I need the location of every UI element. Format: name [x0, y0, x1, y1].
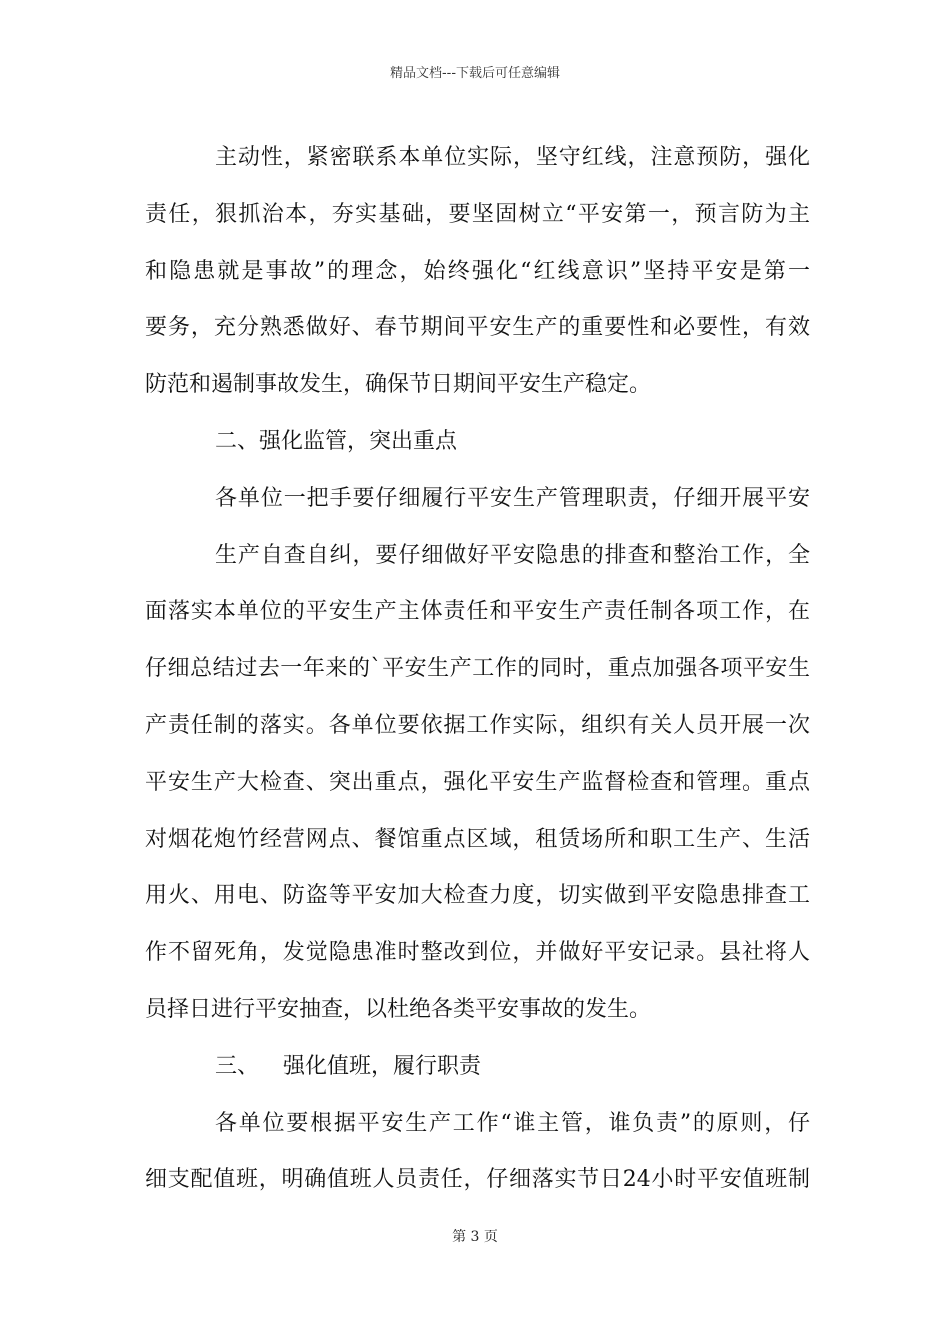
section-heading-2: 二、强化监管，突出重点	[215, 428, 458, 454]
paragraph-line: 防范和遏制事故发生，确保节日期间平安生产稳定。	[145, 372, 652, 398]
paragraph-line: 对烟花炮竹经营网点、餐馆重点区域，租赁场所和职工生产、生活	[145, 826, 810, 852]
paragraph-line: 仔细总结过去一年来的`平安生产工作的同时，重点加强各项平安生	[145, 656, 810, 682]
paragraph-line: 面落实本单位的平安生产主体责任和平安生产责任制各项工作，在	[145, 599, 810, 625]
page-number: 第 3 页	[452, 1229, 498, 1245]
paragraph-line: 生产自查自纠，要仔细做好平安隐患的排查和整治工作，全	[215, 542, 810, 568]
paragraph-line: 各单位一把手要仔细履行平安生产管理职责，仔细开展平安	[215, 485, 810, 511]
paragraph-line: 产责任制的落实。各单位要依据工作实际，组织有关人员开展一次	[145, 712, 810, 738]
section-heading-3-text: 强化值班，履行职责	[283, 1053, 482, 1079]
paragraph-line: 细支配值班，明确值班人员责任，仔细落实节日24小时平安值班制	[145, 1167, 810, 1193]
document-body	[145, 130, 810, 1209]
paragraph-line: 员择日进行平安抽查，以杜绝各类平安事故的发生。	[145, 996, 652, 1022]
paragraph-line: 责任，狠抓治本，夯实基础，要坚固树立“平安第一，预言防为主	[145, 201, 810, 227]
page-header: 精品文档---下载后可任意编辑	[389, 66, 561, 81]
section-heading-3-number: 三、	[215, 1053, 260, 1079]
paragraph-line: 和隐患就是事故”的理念，始终强化“红线意识”坚持平安是第一	[145, 258, 810, 284]
paragraph-line: 作不留死角，发觉隐患准时整改到位，并做好平安记录。县社将人	[145, 940, 810, 966]
paragraph-line: 平安生产大检查、突出重点，强化平安生产监督检查和管理。重点	[145, 769, 810, 795]
paragraph-line: 主动性，紧密联系本单位实际，坚守红线，注意预防，强化	[215, 145, 810, 170]
paragraph-line: 用火、用电、防盗等平安加大检查力度，切实做到平安隐患排查工	[145, 883, 810, 909]
section-heading-3	[145, 1039, 810, 1096]
paragraph-line: 各单位要根据平安生产工作“谁主管，谁负责”的原则，仔	[215, 1110, 810, 1136]
paragraph-line: 要务，充分熟悉做好、春节期间平安生产的重要性和必要性，有效	[145, 315, 810, 341]
